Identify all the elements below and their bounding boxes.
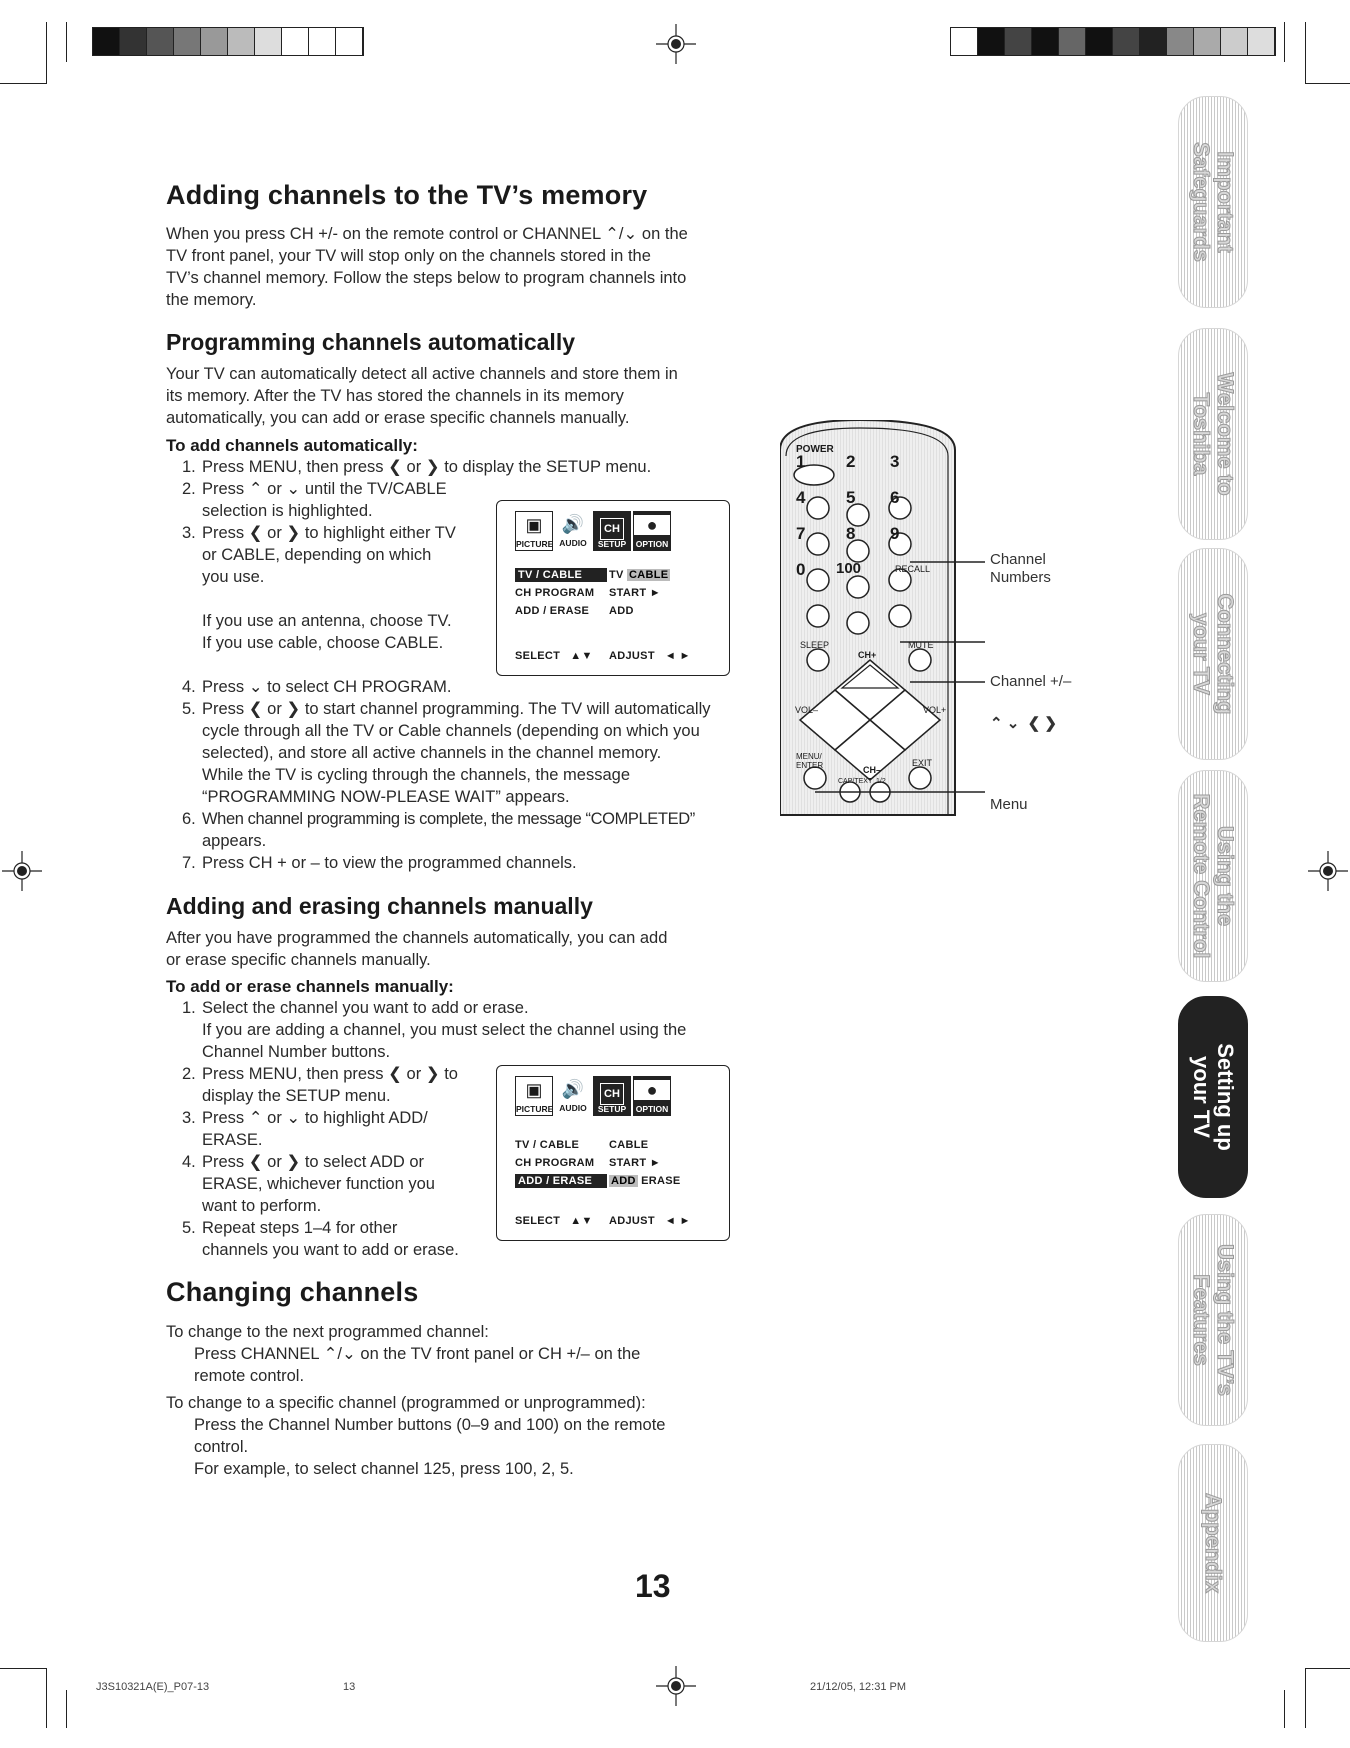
- step-text: “PROGRAMMING NOW-PLEASE WAIT” appears.: [202, 788, 570, 806]
- step-number: 5.: [182, 1219, 196, 1237]
- audio-icon: 🔊 AUDIO: [555, 1076, 591, 1114]
- tab-label: Welcome to: [1213, 372, 1238, 496]
- remote-key-8: 8: [846, 524, 856, 543]
- step-number: 1.: [182, 458, 196, 476]
- menu-value-erase: ERASE: [641, 1175, 681, 1187]
- menu-row-value: [609, 568, 670, 582]
- step-text: If you are adding a channel, you must select the channel using the: [202, 1021, 687, 1039]
- step-text: selection is highlighted.: [202, 502, 373, 520]
- color-bar-left: [92, 27, 364, 56]
- remote-key-0: 0: [796, 560, 806, 579]
- setup-icon: [593, 1076, 631, 1116]
- tab-label: Features: [1189, 1274, 1214, 1366]
- registration-mark-icon: [1308, 851, 1348, 891]
- menu-footer: [515, 649, 691, 663]
- text-line: TV’s channel memory. Follow the steps below to program channels into: [166, 269, 687, 287]
- text-line: When you press CH +/- on the remote control or CHANNEL ⌃/⌄ on the: [166, 225, 688, 243]
- step-text: selected), and store all active channels in the channel memory.: [202, 744, 662, 762]
- color-swatch: [336, 28, 363, 55]
- tab-label: Using the: [1213, 825, 1238, 927]
- remote-vol-minus-label: VOL–: [795, 705, 819, 715]
- remote-ch-plus-label: CH+: [858, 650, 877, 660]
- step-text: Press MENU, then press ❮ or ❯ to display the SETUP menu.: [202, 458, 652, 476]
- crop-mark: [1305, 1668, 1350, 1669]
- audio-icon: 🔊 AUDIO: [555, 511, 591, 549]
- auto-intro-paragraph: [166, 363, 678, 429]
- section-title-manual: Adding and erasing channels manually: [166, 893, 593, 919]
- color-swatch: [93, 28, 120, 55]
- step-text: Press ❮ or ❯ to select ADD or: [202, 1153, 425, 1171]
- text-line: TV front panel, your TV will stop only on the channels stored in the: [166, 247, 651, 265]
- color-swatch: [1248, 28, 1275, 55]
- step-text: Channel Number buttons.: [202, 1043, 391, 1061]
- manual-intro-paragraph: [166, 927, 667, 971]
- icon-label: OPTION: [635, 1104, 669, 1114]
- footer-select-label: SELECT: [515, 1215, 561, 1227]
- color-swatch: [255, 28, 282, 55]
- remote-vol-plus-label: VOL+: [923, 705, 947, 715]
- icon-label: AUDIO: [559, 1103, 587, 1113]
- crop-mark: [1284, 1690, 1285, 1728]
- step-text: channels you want to add or erase.: [202, 1241, 459, 1259]
- remote-ch-minus-label: CH–: [863, 765, 882, 775]
- crop-mark: [0, 1668, 46, 1669]
- text-line: automatically, you can add or erase specific channels manually.: [166, 409, 630, 427]
- step-text: appears.: [202, 832, 267, 850]
- step-text: cycle through all the TV or Cable channels (depending on which you: [202, 722, 700, 740]
- step-text: Press ⌄ to select CH PROGRAM.: [202, 678, 452, 696]
- remote-key-3: 3: [890, 452, 900, 471]
- step-number: 7.: [182, 854, 196, 872]
- step-number: 5.: [182, 700, 196, 718]
- section-title-programming-auto: Programming channels automatically: [166, 329, 576, 355]
- step-text: Press ❮ or ❯ to highlight either TV: [202, 524, 456, 542]
- menu-value-cable: CABLE: [629, 569, 669, 581]
- tab-label: Connecting: [1213, 593, 1238, 715]
- footer-adjust-arrows: ◄ ►: [664, 650, 691, 662]
- crop-mark: [0, 83, 46, 84]
- step-number: 2.: [182, 1065, 196, 1083]
- color-swatch: [1221, 28, 1248, 55]
- step-text: ERASE, whichever function you: [202, 1175, 435, 1193]
- tab-label: your TV: [1189, 1056, 1214, 1138]
- remote-key-7: 7: [796, 524, 806, 543]
- remote-key-5: 5: [846, 488, 856, 507]
- color-swatch: [309, 28, 336, 55]
- remote-exit-label: EXIT: [912, 758, 933, 768]
- step-text: Press MENU, then press ❮ or ❯ to: [202, 1065, 458, 1083]
- remote-key-4: 4: [796, 488, 806, 507]
- menu-row-label: ADD / ERASE: [515, 605, 590, 617]
- color-swatch: [282, 28, 309, 55]
- menu-row-label: CH PROGRAM: [515, 1157, 595, 1169]
- setup-menu-screen-1: [496, 500, 730, 676]
- section-title-adding-channels: Adding channels to the TV’s memory: [166, 180, 648, 210]
- tab-label: Remote Control: [1189, 793, 1214, 959]
- subhead-add-auto: To add channels automatically:: [166, 436, 418, 455]
- menu-row-tv-cable: [515, 568, 607, 582]
- color-swatch: [1140, 28, 1167, 55]
- step-number: 6.: [182, 810, 196, 828]
- color-swatch: [1086, 28, 1113, 55]
- crop-mark: [46, 1668, 47, 1728]
- step-number: 1.: [182, 999, 196, 1017]
- menu-row-label: TV / CABLE: [515, 1139, 580, 1151]
- step-text: you use.: [202, 568, 265, 586]
- crop-mark: [46, 22, 47, 84]
- crop-mark: [1284, 22, 1285, 62]
- registration-mark-icon: [656, 24, 696, 64]
- icon-label: SETUP: [597, 1104, 627, 1114]
- tab-connecting-your-tv[interactable]: [1178, 548, 1248, 760]
- remote-mute-label: MUTE: [908, 640, 934, 650]
- color-swatch: [201, 28, 228, 55]
- footer-file-name: J3S10321A(E)_P07-13: [96, 1681, 210, 1693]
- step-text: Repeat steps 1–4 for other: [202, 1219, 398, 1237]
- menu-value-add: ADD: [611, 1175, 636, 1187]
- text-line: control.: [194, 1438, 249, 1456]
- remote-key-9: 9: [890, 524, 900, 543]
- text-line: If you use cable, choose CABLE.: [202, 634, 444, 652]
- option-icon: ● OPTION: [633, 1076, 671, 1116]
- menu-row-label: TV / CABLE: [515, 568, 607, 582]
- menu-row-label: CH PROGRAM: [515, 587, 595, 599]
- ch-glyph: CH: [600, 518, 624, 540]
- text-line: Your TV can automatically detect all active channels and store them in: [166, 365, 678, 383]
- step-text: While the TV is cycling through the channels, the message: [202, 766, 631, 784]
- footer-adjust-arrows: ◄ ►: [664, 1215, 691, 1227]
- tab-welcome-to-toshiba[interactable]: [1178, 328, 1248, 540]
- color-swatch: [1032, 28, 1059, 55]
- tab-label: Using the TV’s: [1213, 1244, 1238, 1396]
- crop-mark: [66, 1690, 67, 1728]
- menu-footer: [515, 1214, 691, 1228]
- step-number: 3.: [182, 524, 196, 542]
- remote-power-label: POWER: [796, 444, 834, 455]
- tab-label: Toshiba: [1189, 392, 1214, 476]
- tab-label: Appendix: [1201, 1492, 1226, 1594]
- step-number: 3.: [182, 1109, 196, 1127]
- footer-page: 13: [343, 1681, 356, 1693]
- icon-label: PICTURE: [516, 539, 554, 549]
- page-number: 13: [635, 1568, 671, 1604]
- tab-label: your TV: [1189, 613, 1214, 695]
- step-text: display the SETUP menu.: [202, 1087, 391, 1105]
- color-swatch: [1113, 28, 1140, 55]
- crop-mark: [66, 22, 67, 62]
- step-3-note: [202, 610, 452, 654]
- step-text: Press ⌃ or ⌄ until the TV/CABLE: [202, 480, 447, 498]
- option-icon: ● OPTION: [633, 511, 671, 551]
- color-swatch: [174, 28, 201, 55]
- subhead-add-erase: To add or erase channels manually:: [166, 977, 454, 996]
- color-swatch: [147, 28, 174, 55]
- crop-mark: [1305, 83, 1350, 84]
- menu-row-value: ADD: [609, 605, 634, 617]
- icon-label: SETUP: [597, 539, 627, 549]
- footer-adjust-label: ADJUST: [609, 650, 655, 662]
- menu-icon-row: [515, 511, 673, 551]
- setup-icon: [593, 511, 631, 551]
- step-text: or CABLE, depending on which: [202, 546, 432, 564]
- tab-appendix[interactable]: [1178, 1444, 1248, 1642]
- callout-menu: Menu: [990, 796, 1028, 813]
- ch-glyph: CH: [600, 1083, 624, 1105]
- callout-channel-plus-minus: Channel +/–: [990, 673, 1072, 690]
- footer-date: 21/12/05, 12:31 PM: [810, 1681, 907, 1693]
- menu-row-value: [609, 1174, 681, 1188]
- step-text: Select the channel you want to add or erase.: [202, 999, 529, 1017]
- color-swatch: [978, 28, 1005, 55]
- step-text: Press CH + or – to view the programmed channels.: [202, 854, 577, 872]
- menu-row-value: START ►: [609, 587, 661, 599]
- tab-using-tv-features[interactable]: [1178, 1214, 1248, 1426]
- picture-icon: ▣ PICTURE: [515, 1076, 553, 1116]
- callout-arrow-keys: ⌃ ⌄ ❮ ❯: [990, 715, 1057, 732]
- footer-select-arrows: ▲▼: [570, 650, 593, 662]
- menu-icon-row: [515, 1076, 673, 1116]
- step-text: ERASE.: [202, 1131, 263, 1149]
- text-line: After you have programmed the channels automatically, you can add: [166, 929, 668, 947]
- color-swatch: [1059, 28, 1086, 55]
- picture-icon: ▣ PICTURE: [515, 511, 553, 551]
- color-swatch: [1005, 28, 1032, 55]
- callout-channel-numbers: [990, 551, 1051, 587]
- tab-using-remote-control[interactable]: [1178, 770, 1248, 982]
- step-number: 2.: [182, 480, 196, 498]
- tab-important-safeguards[interactable]: [1178, 96, 1248, 308]
- tab-label: Important: [1213, 151, 1238, 253]
- menu-row-label: ADD / ERASE: [515, 1174, 607, 1188]
- crop-mark: [1305, 1668, 1306, 1728]
- remote-key-100: 100: [836, 560, 862, 577]
- text-line: Press the Channel Number buttons (0–9 and 100) on the remote: [194, 1416, 666, 1434]
- color-swatch: [228, 28, 255, 55]
- text-line: To change to a specific channel (programmed or unprogrammed):: [166, 1394, 646, 1412]
- step-number: 4.: [182, 1153, 196, 1171]
- step-text: Press ⌃ or ⌄ to highlight ADD/: [202, 1109, 428, 1127]
- text-line: the memory.: [166, 291, 257, 309]
- crop-mark: [1305, 22, 1306, 84]
- menu-value-tv: TV: [609, 569, 624, 581]
- text-line: If you use an antenna, choose TV.: [202, 612, 452, 630]
- text-line: Press CHANNEL ⌃/⌄ on the TV front panel or CH +/– on the: [194, 1345, 641, 1363]
- tab-setting-up-your-tv[interactable]: [1178, 996, 1248, 1198]
- footer-adjust-label: ADJUST: [609, 1215, 655, 1227]
- text-line: or erase specific channels manually.: [166, 951, 431, 969]
- text-line: its memory. After the TV has stored the channels in its memory: [166, 387, 624, 405]
- menu-row-value: START ►: [609, 1157, 661, 1169]
- tab-label: Safeguards: [1189, 142, 1214, 262]
- step-text: Press ❮ or ❯ to start channel programming. The TV will automatically: [202, 700, 711, 718]
- text-line: remote control.: [194, 1367, 305, 1385]
- color-swatch: [1167, 28, 1194, 55]
- footer-select-label: SELECT: [515, 650, 561, 662]
- remote-key-1: 1: [796, 452, 806, 471]
- tab-label: Setting up: [1213, 1043, 1238, 1151]
- remote-recall-label: RECALL: [895, 564, 931, 574]
- setup-menu-screen-2: [496, 1065, 730, 1241]
- color-bar-right: [950, 27, 1276, 56]
- color-swatch: [120, 28, 147, 55]
- remote-menu-enter-label: MENU/ ENTER: [796, 752, 824, 770]
- menu-row-add-erase: [515, 1174, 607, 1188]
- callout-text: Channel: [990, 551, 1046, 568]
- step-text: want to perform.: [202, 1197, 322, 1215]
- remote-sleep-label: SLEEP: [800, 640, 830, 650]
- footer-select-arrows: ▲▼: [570, 1215, 593, 1227]
- callout-text: Numbers: [990, 569, 1051, 586]
- color-swatch: [951, 28, 978, 55]
- remote-key-2: 2: [846, 452, 856, 471]
- step-text: When channel programming is complete, the message “COMPLETED”: [202, 810, 695, 828]
- text-line: To change to the next programmed channel:: [166, 1323, 489, 1341]
- menu-row-value: CABLE: [609, 1139, 649, 1151]
- remote-cap-text-label: CAP/TEXT 1/2: [838, 778, 886, 785]
- icon-label: OPTION: [635, 539, 669, 549]
- registration-mark-icon: [656, 1666, 696, 1706]
- remote-key-6: 6: [890, 488, 900, 507]
- intro-paragraph: [166, 223, 688, 311]
- text-line: For example, to select channel 125, press 100, 2, 5.: [194, 1460, 574, 1478]
- icon-label: PICTURE: [516, 1104, 554, 1114]
- icon-label: AUDIO: [559, 538, 587, 548]
- step-number: 4.: [182, 678, 196, 696]
- registration-mark-icon: [2, 851, 42, 891]
- color-swatch: [1194, 28, 1221, 55]
- section-title-changing-channels: Changing channels: [166, 1277, 419, 1307]
